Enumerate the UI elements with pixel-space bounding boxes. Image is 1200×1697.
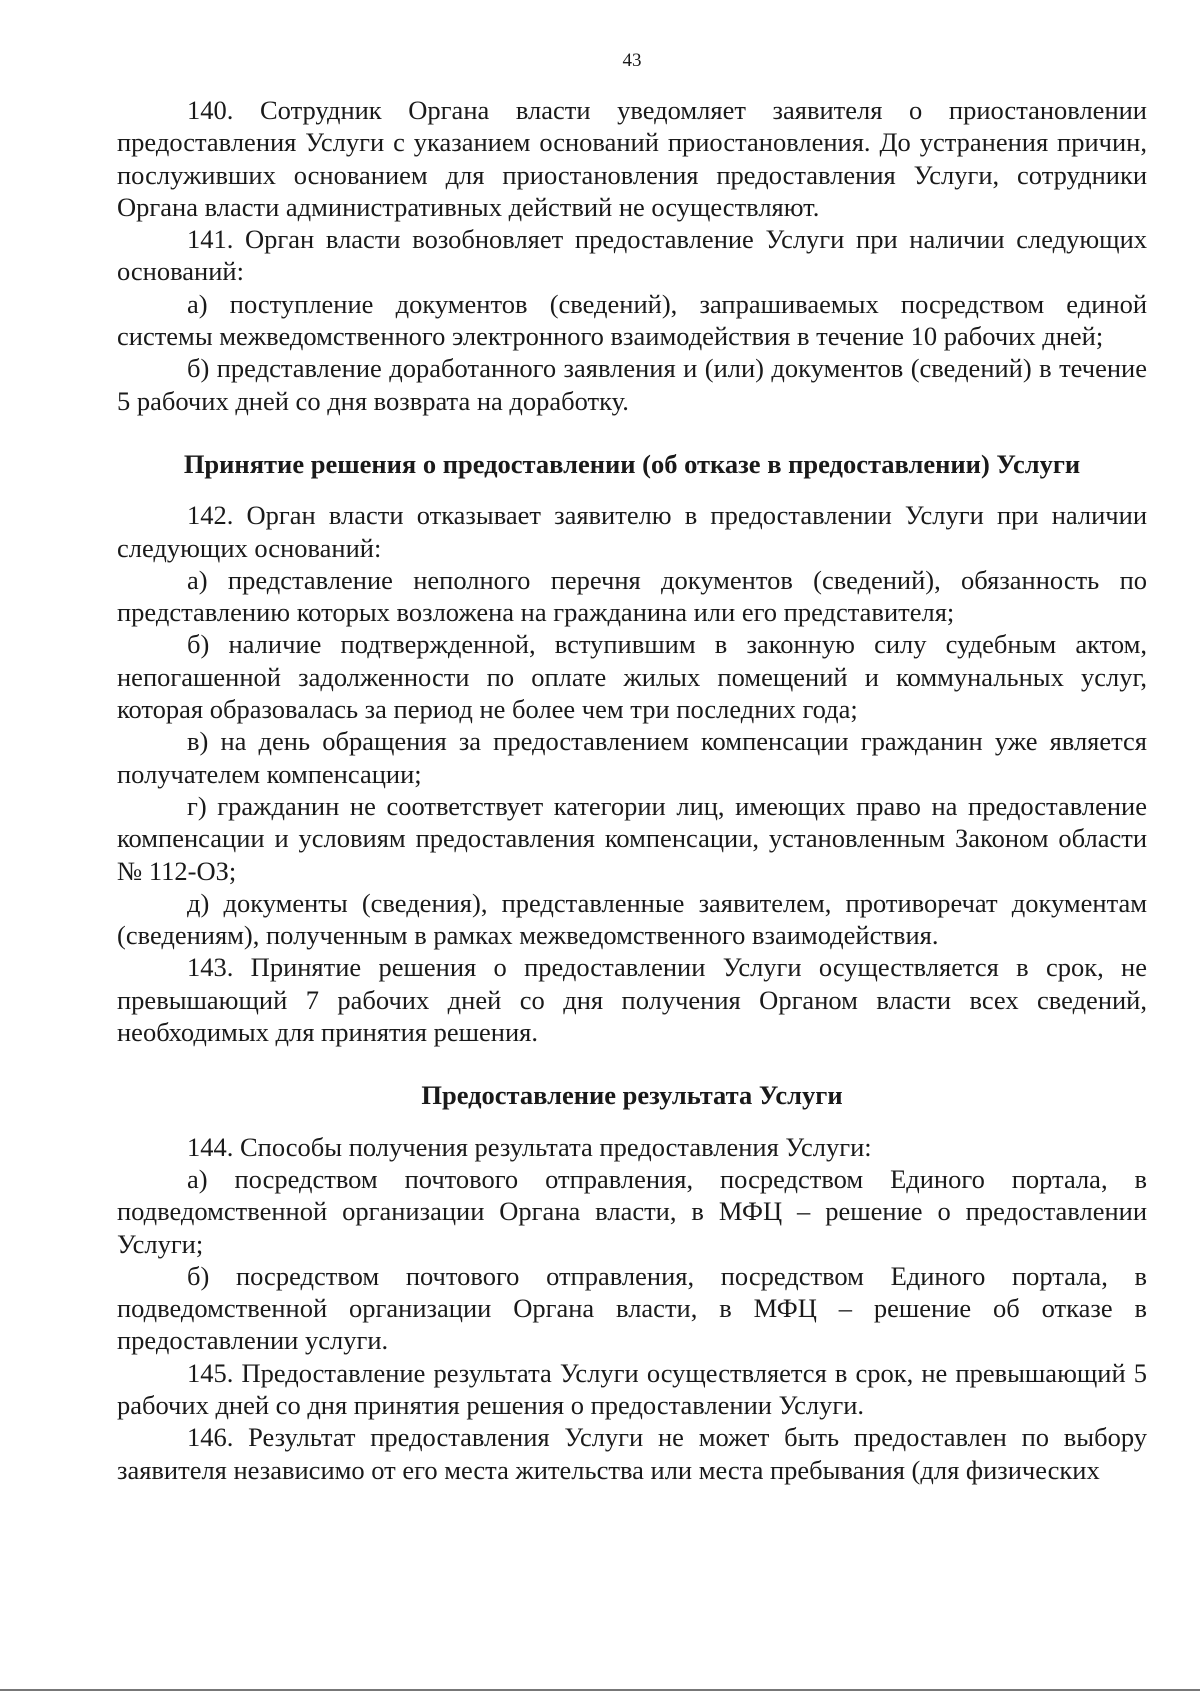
paragraph-145: 145. Предоставление результата Услуги осуществляется в срок, не превышающий 5 рабочих дней со дня принятия решения о предоставлении Услуги. xyxy=(117,1357,1147,1420)
paragraph-144: 144. Способы получения результата предоставления Услуги: xyxy=(187,1131,872,1162)
spacer xyxy=(117,480,1147,499)
paragraph-142-g: г) гражданин не соответствует категории лиц, имеющих право на предоставление компенсации и условиям предоставления компенсации, установленным Законом области № 112-ОЗ; xyxy=(117,790,1147,886)
spacer xyxy=(117,1048,1147,1079)
paragraph-140: 140. Сотрудник Органа власти уведомляет заявителя о приостановлении предоставления Услуги с указанием оснований приостановления. До устранения причин, послуживших основанием для приостановления предоставления Услуги, сотрудники Органа власти административных действий не осуществляют. xyxy=(117,95,1147,222)
paragraph-142-d: д) документы (сведения), представленные заявителем, противоречат документам (сведениям), полученным в рамках межведомственного взаимодействия. xyxy=(117,887,1147,951)
paragraph-144-b: б) посредством почтового отправления, посредством Единого портала, в подведомственной организации Органа власти, в МФЦ – решение об отказе в предоставлении услуги. xyxy=(117,1260,1147,1356)
paragraph-141-b: б) представление доработанного заявления и (или) документов (сведений) в течение 5 рабочих дней со дня возврата на доработку. xyxy=(117,353,1147,416)
paragraph-146: 146. Результат предоставления Услуги не может быть предоставлен по выбору заявителя независимо от его места жительства или места пребывания (для физических xyxy=(117,1422,1147,1485)
paragraph-142-b: б) наличие подтвержденной, вступившим в законную силу судебным актом, непогашенной задолженности по оплате жилых помещений и коммунальных услуг, которая образовалась за период не более чем три последних года; xyxy=(117,629,1147,725)
spacer xyxy=(117,417,1147,448)
section-heading-decision: Принятие решения о предоставлении (об отказе в предоставлении) Услуги xyxy=(183,448,1081,479)
paragraph-142-v: в) на день обращения за предоставлением компенсации гражданин уже является получателем компенсации; xyxy=(117,726,1147,789)
paragraph-143: 143. Принятие решения о предоставлении Услуги осуществляется в срок, не превышающий 7 рабочих дней со дня получения Органом власти всех сведений, необходимых для принятия решения. xyxy=(117,952,1147,1048)
paragraph-142-a: а) представление неполного перечня документов (сведений), обязанность по представлению которых возложена на гражданина или его представителя; xyxy=(117,564,1147,628)
spacer xyxy=(117,1112,1147,1131)
page-bottom-edge xyxy=(0,1689,1200,1691)
document-body xyxy=(117,94,1147,1486)
paragraph-144-a: а) посредством почтового отправления, посредством Единого портала, в подведомственной организации Органа власти, в МФЦ – решение о предоставлении Услуги; xyxy=(117,1163,1147,1259)
section-heading-result: Предоставление результата Услуги xyxy=(421,1080,843,1111)
page-number: 43 xyxy=(622,50,642,71)
paragraph-141-a: а) поступление документов (сведений), запрашиваемых посредством единой системы межведомственного электронного взаимодействия в течение 10 рабочих дней; xyxy=(117,288,1147,352)
paragraph-142: 142. Орган власти отказывает заявителю в предоставлении Услуги при наличии следующих оснований: xyxy=(117,500,1147,563)
paragraph-141: 141. Орган власти возобновляет предоставление Услуги при наличии следующих оснований: xyxy=(117,224,1147,287)
